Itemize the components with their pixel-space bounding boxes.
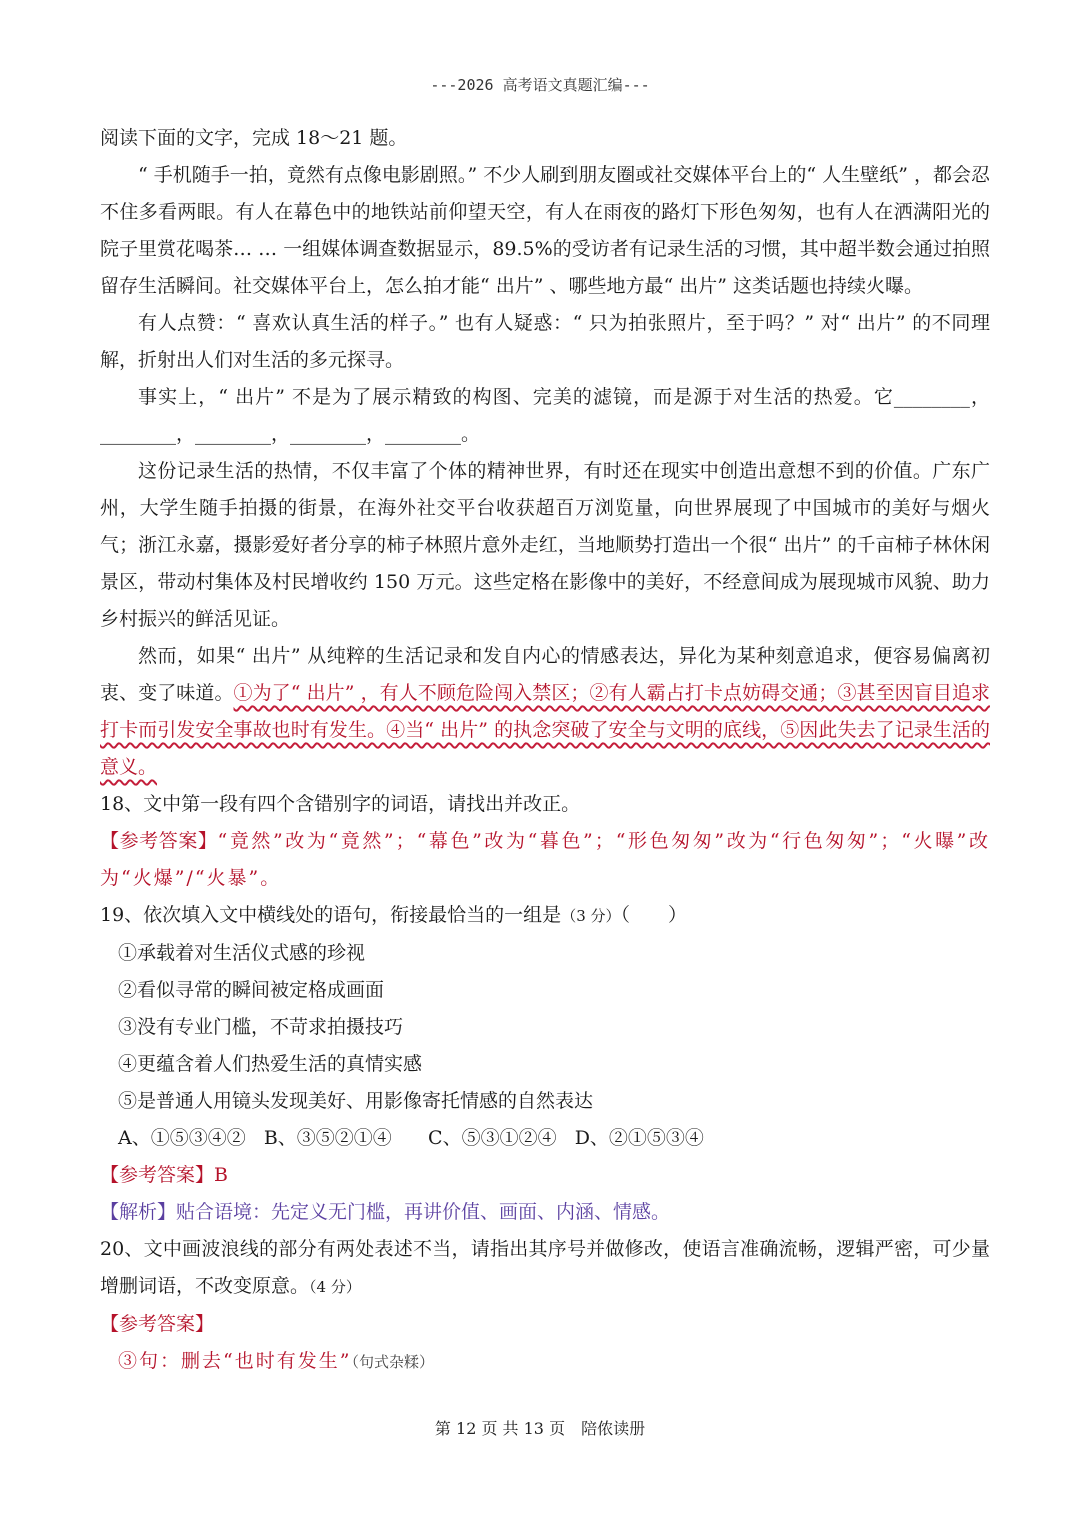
- passage-paragraph-3: 事实上，“ 出片” 不是为了展示精致的构图、完美的滤镜，而是源于对生活的热爱。它________，________，________，________，________。: [100, 386, 990, 445]
- answer-label: 【参考答案】: [100, 1164, 215, 1186]
- passage-paragraph-4: 这份记录生活的热情，不仅丰富了个体的精神世界，有时还在现实中创造出意想不到的价值。广东广州，大学生随手拍摄的街景，在海外社交平台收获超百万浏览量，向世界展现了中国城市的美好与烟火气；浙江永嘉，摄影爱好者分享的柿子林照片意外走红，当地顺势打造出一个很“ 出片” 的千亩柿子林休闲景区，带动村集体及村民增收约 150 万元。这些定格在影像中的美好，不经意间成为展现城市风貌、助力乡村振兴的鲜活见证。: [100, 460, 990, 630]
- page-content: [100, 120, 990, 1381]
- answer-text: ③句：删去“也时有发生”: [118, 1350, 352, 1372]
- option-3: ③没有专业门槛，不苛求拍摄技巧: [118, 1016, 404, 1038]
- answer-paren: （ ）: [620, 904, 688, 926]
- reading-instruction: 阅读下面的文字，完成 18～21 题。: [100, 127, 408, 149]
- passage-paragraph-1: “ 手机随手一拍，竟然有点像电影剧照。” 不少人刷到朋友圈或社交媒体平台上的“ 人生壁纸” ，都会忍不住多看两眼。有人在幕色中的地铁站前仰望天空，有人在雨夜的路灯下形色匆匆，也有人在洒满阳光的院子里赏花喝茶… … 一组媒体调查数据显示，89.5%的受访者有记录生活的习惯，其中超半数会通过拍照留存生活瞬间。社交媒体平台上，怎么拍才能“ 出片” 、哪些地方最“ 出片” 这类话题也持续火曝。: [100, 164, 990, 297]
- question-score: （3 分）: [561, 907, 621, 925]
- page-footer: 第 12 页 共 13 页 陪侬读册: [434, 1419, 646, 1438]
- page-header: ---2026 高考语文真题汇编---: [430, 76, 650, 94]
- option-5: ⑤是普通人用镜头发现美好、用影像寄托情感的自然表达: [118, 1090, 594, 1112]
- wavy-underlined-text: ①为了“ 出片” ，有人不顾危险闯入禁区；②有人霸占打卡点妨碍交通；③甚至因盲目追求打卡而引发安全事故也时有发生。④当“ 出片” 的执念突破了安全与文明的底线，⑤因此失去了记录生活的意义。: [100, 682, 990, 778]
- answer-note: （句式杂糅）: [351, 1353, 434, 1371]
- question-20: [100, 1231, 990, 1306]
- option-1: ①承载着对生活仪式感的珍视: [118, 942, 366, 964]
- question-score: （4 分）: [309, 1278, 361, 1296]
- analysis-19: [100, 1194, 990, 1231]
- answer-20-label: [100, 1306, 990, 1343]
- passage-paragraph-5: [100, 638, 990, 786]
- answer-label: 【参考答案】: [100, 1313, 215, 1335]
- option-4: ④更蕴含着人们热爱生活的真情实感: [118, 1053, 423, 1075]
- analysis-label: 【解析】: [100, 1201, 177, 1223]
- question-19: [100, 897, 990, 935]
- answer-text: “竟然”改为“竟然”；“幕色”改为“暮色”；“形色匆匆”改为“行色匆匆”；“火曝”改为“火爆”/“火暴”。: [100, 830, 990, 889]
- option-2: ②看似寻常的瞬间被定格成画面: [118, 979, 385, 1001]
- analysis-text: 贴合语境：先定义无门槛，再讲价值、画面、内涵、情感。: [176, 1201, 671, 1223]
- paragraph-5-text: 然而，如果“ 出片” 从纯粹的生活记录和发自内心的情感表达，异化为某种刻意追求，便容易偏离初衷、变了味道。: [100, 645, 990, 704]
- question-text: 20、文中画波浪线的部分有两处表述不当，请指出其序号并做修改，使语言准确流畅，逻辑严密，可少量增删词语，不改变原意。: [100, 1238, 990, 1297]
- passage-paragraph-2: 有人点赞：“ 喜欢认真生活的样子。” 也有人疑惑：“ 只为拍张照片，至于吗？” 对“ 出片” 的不同理解，折射出人们对生活的多元探寻。: [100, 312, 990, 371]
- choice-list: A、①⑤③④② B、③⑤②①④ C、⑤③①②④ D、②①⑤③④: [118, 1127, 704, 1149]
- answer-label: 【参考答案】: [100, 830, 218, 852]
- answer-19: [100, 1157, 990, 1194]
- answer-20: [118, 1343, 990, 1381]
- question-18: 18、文中第一段有四个含错别字的词语，请找出并改正。: [100, 793, 581, 815]
- answer-18: [100, 823, 990, 897]
- answer-text: B: [214, 1164, 230, 1186]
- question-text: 19、依次填入文中横线处的语句，衔接最恰当的一组是: [100, 904, 562, 926]
